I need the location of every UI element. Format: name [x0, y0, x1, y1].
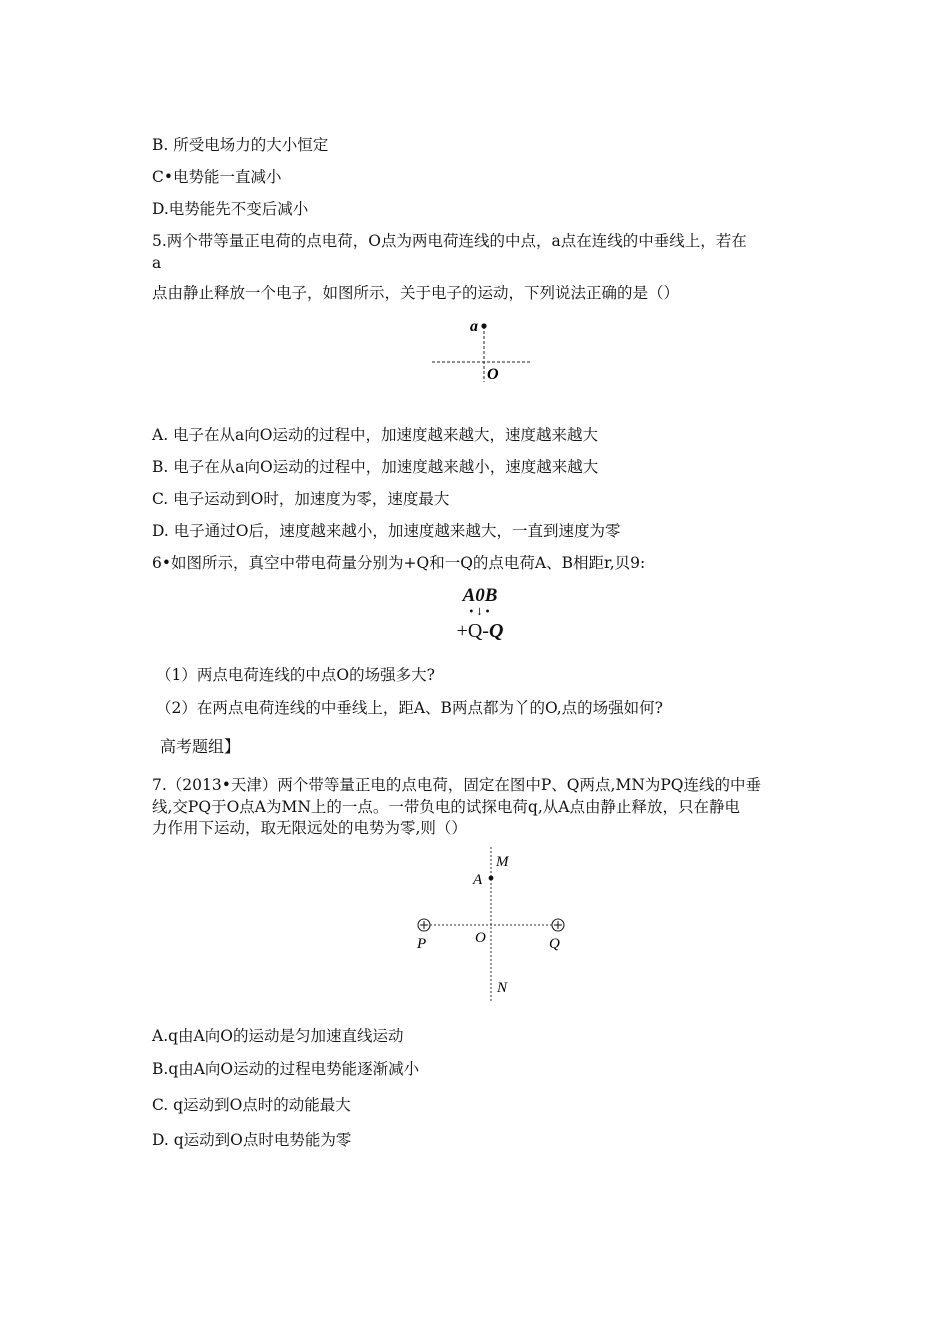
q7-stem-line2: 线,交PQ于O点A为MN上的一点。一带负电的试探电荷q,从A点由静止释放，只在静电 [152, 798, 740, 816]
q7-point-a [489, 876, 494, 881]
section-title: 高考题组】 [160, 737, 241, 756]
q7-label-m: M [496, 854, 509, 870]
q5-option-d: D. 电子通过O后，速度越来越小，加速度越来越大，一直到速度为零 [152, 522, 621, 540]
q7-label-n: N [497, 980, 508, 996]
q6-charge-right: Q [488, 620, 504, 642]
q5-label-a: a [470, 318, 478, 335]
q6-sub2: （2）在两点电荷连线的中垂线上，距A、B两点都为丫的O,点的场强如何? [156, 699, 663, 717]
q4-option-c: C•电势能一直减小 [152, 168, 282, 186]
q7-option-a: A.q由A向O的运动是匀加速直线运动 [152, 1027, 404, 1045]
q6-charge-left: +Q- [456, 620, 489, 642]
q7-stem-line3: 力作用下运动，取无限远处的电势为零,则（） [152, 819, 467, 837]
q5-option-c: C. 电子运动到O时，加速度为零，速度最大 [152, 490, 450, 508]
q7-option-c: C. q运动到O点时的动能最大 [152, 1096, 351, 1114]
q7-label-a: A [473, 872, 483, 888]
q7-charge-q [552, 919, 564, 931]
q5-stem-line3: 点由静止释放一个电子，如图所示，关于电子的运动，下列说法正确的是（） [152, 284, 680, 302]
q6-sub1: （1）两点电荷连线的中点O的场强多大? [156, 666, 435, 684]
q6-figure-charges [430, 619, 530, 643]
q5-option-a: A. 电子在从a向O运动的过程中，加速度越来越大，速度越来越大 [152, 426, 598, 444]
q5-point-a [481, 323, 486, 328]
q7-option-d: D. q运动到O点时电势能为零 [152, 1131, 352, 1149]
q7-label-q: Q [549, 936, 560, 952]
q5-option-b: B. 电子在从a向O运动的过程中，加速度越来越小，速度越来越大 [152, 458, 599, 476]
q7-label-p: P [417, 936, 427, 952]
q4-option-d: D.电势能先不变后减小 [152, 200, 309, 218]
q7-option-b: B.q由A向O运动的过程电势能逐渐减小 [152, 1060, 420, 1078]
q4-option-b: B. 所受电场力的大小恒定 [152, 136, 329, 154]
q5-stem-line2: a [152, 254, 162, 272]
q6-figure [430, 585, 530, 643]
q5-label-o: O [487, 366, 499, 383]
q5-figure [420, 312, 540, 387]
q7-label-o: O [475, 930, 486, 946]
q6-figure-points: •↓• [468, 607, 492, 618]
q5-stem-line1: 5.两个带等量正电荷的点电荷，O点为两电荷连线的中点，a点在连线的中垂线上，若在 [152, 232, 747, 250]
q7-figure [405, 845, 580, 1005]
q6-figure-label-aob: A0B [462, 585, 498, 606]
q6-stem: 6•如图所示，真空中带电荷量分别为+Q和一Q的点电荷A、B相距r,贝9: [152, 554, 646, 572]
q7-charge-p [418, 919, 430, 931]
q7-stem-line1: 7.（2013•天津）两个带等量正电的点电荷，固定在图中P、Q两点,MN为PQ连线的中垂 [152, 776, 762, 794]
